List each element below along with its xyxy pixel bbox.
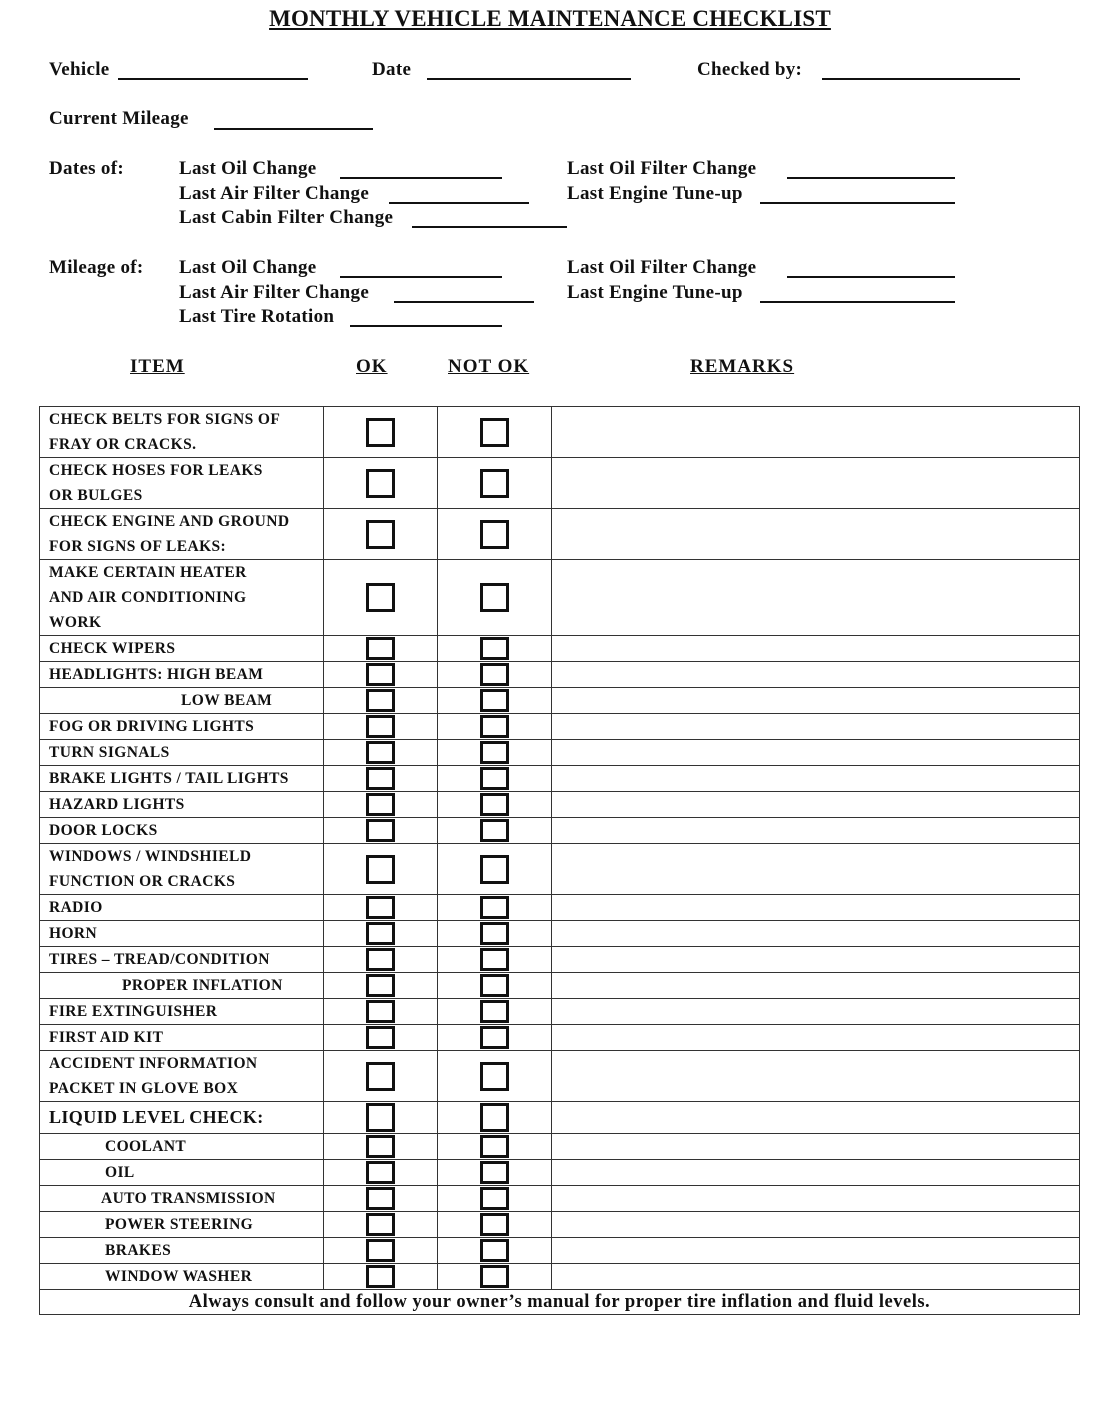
current-mileage-field[interactable] [214, 128, 373, 130]
not-ok-checkbox[interactable] [480, 819, 509, 842]
item-label: ACCIDENT INFORMATION PACKET IN GLOVE BOX [49, 1055, 258, 1097]
ok-cell [324, 792, 438, 818]
table-row [40, 1238, 1080, 1264]
dates-last-engine-tuneup-field[interactable] [760, 202, 955, 204]
ok-cell [324, 921, 438, 947]
ok-cell [324, 1264, 438, 1290]
item-label: AUTO TRANSMISSION [101, 1190, 276, 1207]
not-ok-cell [438, 844, 552, 895]
not-ok-checkbox[interactable] [480, 520, 509, 549]
table-row [40, 1264, 1080, 1290]
not-ok-checkbox[interactable] [480, 1000, 509, 1023]
dates-last-engine-tuneup-label: Last Engine Tune-up [567, 183, 743, 204]
checklist-table [39, 406, 1080, 1315]
item-label: FOG OR DRIVING LIGHTS [49, 718, 255, 735]
ok-cell [324, 973, 438, 999]
not-ok-cell [438, 947, 552, 973]
not-ok-cell [438, 1025, 552, 1051]
item-label: HEADLIGHTS: HIGH BEAM [49, 666, 264, 683]
ok-cell [324, 509, 438, 560]
not-ok-cell [438, 1160, 552, 1186]
ok-checkbox[interactable] [366, 637, 395, 660]
item-cell [40, 895, 324, 921]
ok-checkbox[interactable] [366, 715, 395, 738]
item-cell [40, 792, 324, 818]
not-ok-checkbox[interactable] [480, 974, 509, 997]
not-ok-checkbox[interactable] [480, 896, 509, 919]
not-ok-cell [438, 921, 552, 947]
ok-cell [324, 714, 438, 740]
item-label: HORN [49, 925, 98, 942]
remarks-cell[interactable] [552, 1186, 1080, 1212]
not-ok-checkbox[interactable] [480, 1026, 509, 1049]
ok-cell [324, 458, 438, 509]
dates-last-air-filter-change-field[interactable] [389, 202, 529, 204]
not-ok-checkbox[interactable] [480, 922, 509, 945]
not-ok-cell [438, 688, 552, 714]
item-label: FIRST AID KIT [49, 1029, 164, 1046]
not-ok-checkbox[interactable] [480, 715, 509, 738]
not-ok-cell [438, 1264, 552, 1290]
ok-checkbox[interactable] [366, 793, 395, 816]
item-cell [40, 662, 324, 688]
not-ok-cell [438, 458, 552, 509]
not-ok-cell [438, 895, 552, 921]
not-ok-cell [438, 1212, 552, 1238]
remarks-cell[interactable] [552, 1160, 1080, 1186]
mileage-last-oil-filter-change-field[interactable] [787, 276, 955, 278]
dates-last-oil-filter-change-field[interactable] [787, 177, 955, 179]
not-ok-checkbox[interactable] [480, 583, 509, 612]
checked-by-field[interactable] [822, 78, 1020, 80]
item-label: COOLANT [105, 1138, 187, 1155]
item-cell [40, 844, 324, 895]
ok-cell [324, 947, 438, 973]
item-label: LOW BEAM [181, 692, 273, 709]
ok-cell [324, 999, 438, 1025]
table-row [40, 844, 1080, 895]
table-row [40, 662, 1080, 688]
date-label: Date [372, 59, 412, 80]
not-ok-checkbox[interactable] [480, 741, 509, 764]
ok-checkbox[interactable] [366, 1103, 395, 1132]
item-label: CHECK WIPERS [49, 640, 176, 657]
remarks-cell[interactable] [552, 1102, 1080, 1134]
table-row [40, 636, 1080, 662]
item-label: CHECK HOSES FOR LEAKS OR BULGES [49, 462, 263, 504]
item-cell [40, 973, 324, 999]
table-row [40, 1186, 1080, 1212]
item-label: CHECK ENGINE AND GROUND FOR SIGNS OF LEAKS: [49, 513, 290, 555]
not-ok-checkbox[interactable] [480, 637, 509, 660]
table-row [40, 688, 1080, 714]
ok-cell [324, 636, 438, 662]
ok-checkbox[interactable] [366, 767, 395, 790]
mileage-last-air-filter-change-label: Last Air Filter Change [179, 282, 370, 303]
table-row [40, 458, 1080, 509]
item-cell [40, 1102, 324, 1134]
item-cell [40, 560, 324, 636]
table-row [40, 792, 1080, 818]
not-ok-checkbox[interactable] [480, 418, 509, 447]
remarks-cell[interactable] [552, 458, 1080, 509]
item-label: CHECK BELTS FOR SIGNS OF FRAY OR CRACKS. [49, 411, 281, 453]
item-cell [40, 458, 324, 509]
item-label: MAKE CERTAIN HEATER AND AIR CONDITIONING WORK [49, 564, 247, 631]
mileage-last-air-filter-change-field[interactable] [394, 301, 534, 303]
not-ok-checkbox[interactable] [480, 469, 509, 498]
remarks-cell[interactable] [552, 921, 1080, 947]
footer-row [40, 1290, 1080, 1315]
date-field[interactable] [427, 78, 631, 80]
remarks-cell[interactable] [552, 636, 1080, 662]
not-ok-cell [438, 792, 552, 818]
not-ok-checkbox[interactable] [480, 767, 509, 790]
not-ok-cell [438, 766, 552, 792]
not-ok-checkbox[interactable] [480, 689, 509, 712]
ok-checkbox[interactable] [366, 689, 395, 712]
vehicle-field[interactable] [118, 78, 308, 80]
item-label: OIL [105, 1164, 135, 1181]
not-ok-cell [438, 560, 552, 636]
not-ok-cell [438, 999, 552, 1025]
ok-checkbox[interactable] [366, 1135, 395, 1158]
not-ok-checkbox[interactable] [480, 1161, 509, 1184]
dates-last-oil-filter-change-label: Last Oil Filter Change [567, 158, 757, 179]
item-cell [40, 688, 324, 714]
ok-checkbox[interactable] [366, 418, 395, 447]
ok-checkbox[interactable] [366, 1026, 395, 1049]
ok-checkbox[interactable] [366, 1213, 395, 1236]
remarks-cell[interactable] [552, 1051, 1080, 1102]
mileage-last-tire-rotation-field[interactable] [350, 325, 502, 327]
not-ok-cell [438, 1134, 552, 1160]
not-ok-cell [438, 714, 552, 740]
ok-cell [324, 818, 438, 844]
not-ok-checkbox[interactable] [480, 793, 509, 816]
remarks-cell[interactable] [552, 714, 1080, 740]
remarks-cell[interactable] [552, 688, 1080, 714]
not-ok-cell [438, 1102, 552, 1134]
not-ok-checkbox[interactable] [480, 1265, 509, 1288]
footer-note: Always consult and follow your owner’s manual for proper tire inflation and fluid levels. [40, 1290, 1080, 1315]
item-label: LIQUID LEVEL CHECK: [49, 1107, 264, 1127]
not-ok-cell [438, 509, 552, 560]
remarks-cell[interactable] [552, 662, 1080, 688]
ok-cell [324, 560, 438, 636]
dates-last-cabin-filter-change-field[interactable] [412, 226, 567, 228]
checked-by-label: Checked by: [697, 59, 803, 80]
item-cell [40, 1212, 324, 1238]
table-row [40, 1025, 1080, 1051]
table-row [40, 818, 1080, 844]
page-title: MONTHLY VEHICLE MAINTENANCE CHECKLIST [269, 6, 831, 31]
ok-checkbox[interactable] [366, 819, 395, 842]
not-ok-checkbox[interactable] [480, 1103, 509, 1132]
ok-checkbox[interactable] [366, 896, 395, 919]
remarks-cell[interactable] [552, 999, 1080, 1025]
item-cell [40, 921, 324, 947]
not-ok-cell [438, 662, 552, 688]
item-label: RADIO [49, 899, 103, 916]
not-ok-cell [438, 740, 552, 766]
remarks-cell[interactable] [552, 509, 1080, 560]
item-label: WINDOW WASHER [105, 1268, 253, 1285]
table-row [40, 921, 1080, 947]
not-ok-checkbox[interactable] [480, 1187, 509, 1210]
ok-checkbox[interactable] [366, 855, 395, 884]
item-label: FIRE EXTINGUISHER [49, 1003, 218, 1020]
table-row [40, 509, 1080, 560]
remarks-cell[interactable] [552, 844, 1080, 895]
item-cell [40, 509, 324, 560]
not-ok-checkbox[interactable] [480, 1213, 509, 1236]
table-row [40, 1051, 1080, 1102]
item-label: WINDOWS / WINDSHIELD FUNCTION OR CRACKS [49, 848, 252, 890]
table-row [40, 766, 1080, 792]
ok-cell [324, 407, 438, 458]
not-ok-cell [438, 636, 552, 662]
ok-cell [324, 1160, 438, 1186]
ok-checkbox[interactable] [366, 1265, 395, 1288]
remarks-cell[interactable] [552, 407, 1080, 458]
ok-checkbox[interactable] [366, 1187, 395, 1210]
ok-cell [324, 766, 438, 792]
item-cell [40, 766, 324, 792]
remarks-cell[interactable] [552, 818, 1080, 844]
mileage-last-engine-tuneup-label: Last Engine Tune-up [567, 282, 743, 303]
item-label: TIRES – TREAD/CONDITION [49, 951, 270, 968]
checklist-body [40, 407, 1080, 1290]
ok-cell [324, 740, 438, 766]
remarks-cell[interactable] [552, 1238, 1080, 1264]
item-cell [40, 1186, 324, 1212]
mileage-last-oil-change-field[interactable] [340, 276, 502, 278]
not-ok-cell [438, 973, 552, 999]
not-ok-cell [438, 1186, 552, 1212]
ok-cell [324, 1238, 438, 1264]
item-cell [40, 1134, 324, 1160]
item-cell [40, 740, 324, 766]
table-row [40, 973, 1080, 999]
dates-last-air-filter-change-label: Last Air Filter Change [179, 183, 370, 204]
ok-checkbox[interactable] [366, 469, 395, 498]
table-row [40, 947, 1080, 973]
not-ok-checkbox[interactable] [480, 855, 509, 884]
table-row [40, 1212, 1080, 1238]
table-row [40, 999, 1080, 1025]
table-row [40, 1134, 1080, 1160]
ok-cell [324, 1025, 438, 1051]
remarks-cell[interactable] [552, 973, 1080, 999]
item-cell [40, 1051, 324, 1102]
remarks-cell[interactable] [552, 740, 1080, 766]
item-cell [40, 999, 324, 1025]
remarks-cell[interactable] [552, 792, 1080, 818]
column-not-ok-heading: NOT OK [448, 356, 530, 377]
not-ok-cell [438, 1051, 552, 1102]
ok-cell [324, 1212, 438, 1238]
not-ok-cell [438, 1238, 552, 1264]
item-label: DOOR LOCKS [49, 822, 158, 839]
dates-last-cabin-filter-change-label: Last Cabin Filter Change [179, 207, 394, 228]
table-row [40, 714, 1080, 740]
not-ok-cell [438, 407, 552, 458]
not-ok-checkbox[interactable] [480, 1135, 509, 1158]
ok-cell [324, 895, 438, 921]
item-label: BRAKES [105, 1242, 172, 1259]
dates-last-oil-change-field[interactable] [340, 177, 502, 179]
mileage-of-label: Mileage of: [49, 257, 144, 278]
table-row [40, 1160, 1080, 1186]
item-label: POWER STEERING [105, 1216, 254, 1233]
mileage-last-oil-change-label: Last Oil Change [179, 257, 317, 278]
column-item-heading: ITEM [130, 356, 185, 377]
ok-checkbox[interactable] [366, 1161, 395, 1184]
ok-checkbox[interactable] [366, 663, 395, 686]
ok-checkbox[interactable] [366, 520, 395, 549]
ok-checkbox[interactable] [366, 974, 395, 997]
ok-checkbox[interactable] [366, 1239, 395, 1262]
remarks-cell[interactable] [552, 560, 1080, 636]
not-ok-checkbox[interactable] [480, 948, 509, 971]
item-cell [40, 714, 324, 740]
item-cell [40, 407, 324, 458]
remarks-cell[interactable] [552, 947, 1080, 973]
mileage-last-oil-filter-change-label: Last Oil Filter Change [567, 257, 757, 278]
ok-cell [324, 1186, 438, 1212]
vehicle-label: Vehicle [49, 59, 110, 80]
item-label: BRAKE LIGHTS / TAIL LIGHTS [49, 770, 289, 787]
not-ok-checkbox[interactable] [480, 1239, 509, 1262]
item-cell [40, 818, 324, 844]
item-cell [40, 636, 324, 662]
not-ok-cell [438, 818, 552, 844]
dates-last-oil-change-label: Last Oil Change [179, 158, 317, 179]
ok-checkbox[interactable] [366, 948, 395, 971]
column-ok-heading: OK [356, 356, 388, 377]
dates-of-label: Dates of: [49, 158, 124, 179]
ok-checkbox[interactable] [366, 1000, 395, 1023]
ok-checkbox[interactable] [366, 741, 395, 764]
ok-cell [324, 1051, 438, 1102]
remarks-cell[interactable] [552, 1264, 1080, 1290]
ok-checkbox[interactable] [366, 583, 395, 612]
ok-cell [324, 688, 438, 714]
item-cell [40, 1264, 324, 1290]
item-cell [40, 1160, 324, 1186]
ok-checkbox[interactable] [366, 1062, 395, 1091]
item-label: PROPER INFLATION [122, 977, 283, 994]
table-row [40, 740, 1080, 766]
item-label: HAZARD LIGHTS [49, 796, 185, 813]
table-row [40, 560, 1080, 636]
remarks-cell[interactable] [552, 1134, 1080, 1160]
ok-cell [324, 662, 438, 688]
table-row [40, 895, 1080, 921]
remarks-cell[interactable] [552, 766, 1080, 792]
item-cell [40, 1025, 324, 1051]
remarks-cell[interactable] [552, 1025, 1080, 1051]
not-ok-checkbox[interactable] [480, 663, 509, 686]
ok-cell [324, 844, 438, 895]
column-remarks-heading: REMARKS [690, 356, 795, 377]
table-row [40, 1102, 1080, 1134]
item-cell [40, 947, 324, 973]
mileage-last-tire-rotation-label: Last Tire Rotation [179, 306, 335, 327]
not-ok-checkbox[interactable] [480, 1062, 509, 1091]
ok-cell [324, 1102, 438, 1134]
ok-checkbox[interactable] [366, 922, 395, 945]
item-cell [40, 1238, 324, 1264]
table-row [40, 407, 1080, 458]
remarks-cell[interactable] [552, 1212, 1080, 1238]
remarks-cell[interactable] [552, 895, 1080, 921]
item-label: TURN SIGNALS [49, 744, 170, 761]
ok-cell [324, 1134, 438, 1160]
current-mileage-label: Current Mileage [49, 108, 189, 129]
mileage-last-engine-tuneup-field[interactable] [760, 301, 955, 303]
